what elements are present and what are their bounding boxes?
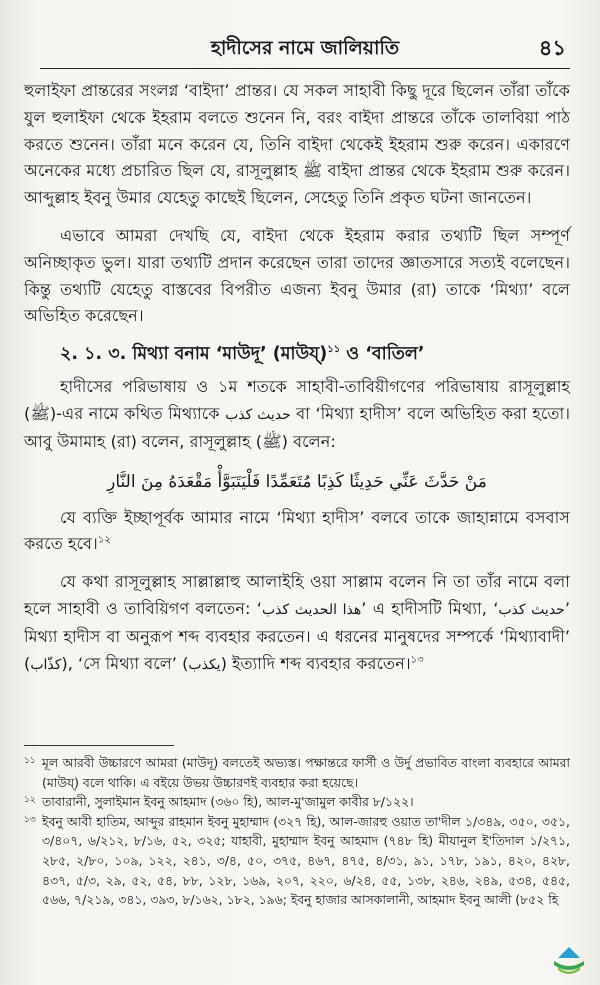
body-text [24,78,570,689]
footnote-text: ইবনু আবী হাতিম, আব্দুর রাহমান ইবনু মুহাম্মাদ (৩২৭ হি), আল-জারহু ওয়াত তা'দীল ১/৩৪৯, ৩৫০, ৩৫১, ৩/৪০৭, ৬/২১২, ৮/১৬, ৫২, ৩২৫; যাহাবী, মুহাম্মাদ ইবনু আহমাদ (৭৪৮ হি) মীযানুল ই'তিদাল ১/২৭১, ২৮৫, ২/৮০, ১০৯, ১২২, ২৪১, ৩/৪, ৫০, ৩৭৫, ৪৬৭, ৪৭৫, ৪/৩১, ৯১, ১৭৮, ১৯১, ৪২০, ৪২৮, ৪৩৭, ৫/৩, ২৯, ৫২, ৫৪, ৮৮, ১২৮, ১৬৯, ২০৭, ২২০, ৬/২৪, ৫৫, ১৩৮, ২৪৬, ২৪৯, ৫৩৪, ৫৪৫, ৫৬৬, ৭/২১৯, ৩৪১, ৩৯৩, ৮/১৬২, ১৮২, ১৯৬; ইবনু হাজার আসকালানী, আহমাদ ইবনু আলী (৮৫২ হি [42,813,570,908]
publisher-logo-icon [550,945,588,977]
paragraph-5-part-b: ’ এ হাদীসটি মিথ্যা, ‘ [361,598,499,618]
paragraph-4-text: যে ব্যক্তি ইচ্ছাপূর্বক আমার নামে ‘মিথ্যা হাদীস’ বলবে তাকে জাহান্নামে বসবাস করতে হবে। [24,507,570,554]
paragraph-5 [24,569,570,678]
section-heading [60,341,570,367]
paragraph-5-part-d: ), ‘সে মিথ্যা বলে’ ( [61,653,189,673]
paragraph-3 [24,374,570,455]
footnotes [24,745,570,910]
arabic-inline-hadith-kadhib-2: حديث كذب [498,601,565,618]
footnote-text: মূল আরবী উচ্চারণে আমরা (মাউদূ) বলতেই অভ্যস্ত। পক্ষান্তরে ফার্সী ও উর্দু প্রভাবিত বাংলা ব্যবহারে আমরা (মাউয্) বলে থাকি। এ বইয়ে উভয় উচ্চারণই ব্যবহার করা হয়েছে। [42,755,570,790]
section-heading-tail: ও ‘বাতিল’ [340,344,425,365]
arabic-inline-hadith-kadhib: حديث كذب [225,406,291,423]
footnote-mark: ১৩ [24,814,36,825]
running-title: হাদীসের নামে জালিয়াতি [210,37,400,59]
footnote-divider [24,745,174,746]
footnote-mark: ১২ [24,795,36,806]
paragraph-3-end: বা ‘মিথ্যা হাদীস’ বলে অভিহিত করা হতো। আবু উমামাহ (রা) বলেন, রাসূলুল্লাহ (ﷺ) বলেন: [24,403,570,451]
paragraph-2: এভাবে আমরা দেখছি যে, বাইদা থেকে ইহরাম করার তথ্যটি ছিল সম্পূর্ণ অনিচ্ছাকৃত ভুল। যারা তথ্যটি প্রদান করেছেন তারা তাদের জ্ঞাতসারে সত্যই বলেছেন। কিন্তু তথ্যটি যেহেতু বাস্তবের বিপরীত এজন্য ইবনু উমার (রা) তাকে ‘মিথ্যা’ বলে অভিহিত করেছেন। [24,225,570,326]
footnote-11 [24,753,570,792]
page-number: ৪১ [538,36,566,60]
running-header [40,30,570,69]
footnote-13 [24,812,570,910]
footnote-ref-11: ১১ [327,344,341,356]
footnote-12 [24,792,570,812]
footnote-mark: ১১ [24,756,36,766]
paragraph-5-part-c: ’ মিথ্যা হাদীস বা অনুরূপ শব্দ ব্যবহার করতেন। এ ধরনের মানুষদের সম্পর্কে ‘মিথ্যাবাদী’ ( [24,598,570,673]
arabic-hadith-quote: مَنْ حَدَّثَ عَنِّي حَدِيثًا كَذِبًا مُتَعَمِّدًا فَلْيَتَبَوَّأْ مَقْعَدَهُ مِنَ النَّارِ [107,471,487,492]
footnote-text: তাবারানী, সুলাইমান ইবনু আহমাদ (৩৬০ হি), আল-মু'জামুল কাবীর ৮/১২২। [42,794,414,810]
section-heading-text: ২. ১. ৩. মিথ্যা বনাম ‘মাউদূ’ (মাউয্) [60,344,328,365]
footnote-ref-13: ১৩ [410,654,424,666]
paragraph-5-part-e: ) ইত্যাদি শব্দ ব্যবহার করতেন। [220,653,411,673]
footnote-ref-12: ১২ [97,534,111,546]
paragraph-4 [24,505,570,559]
paragraph-3-start: হাদীসের পরিভাষায় ও ১ম শতকে সাহাবী-তাবিয়ীগণের পরিভাষায় রাসূলুল্লাহ (ﷺ)-এর নামে কথিত মিথ্যাকে [24,377,570,423]
arabic-inline-hadha-alhadith: هذا الحديث كذب [261,601,362,618]
arabic-inline-yakdhib: يكذب [188,656,221,673]
paragraph-5-part-a: যে কথা রাসূলুল্লাহ সাল্লাল্লাহু আলাইহি ওয়া সাল্লাম বলেন নি তা তাঁর নামে বলা হলে সাহাবী ও তাবিয়িগণ বলতেন: ‘ [24,572,570,618]
arabic-inline-kadhdhab: كذّاب [30,656,62,673]
paragraph-1: হুলাইফা প্রান্তরের সংলগ্ন ‘বাইদা’ প্রান্তর। যে সকল সাহাবী কিছু দূরে ছিলেন তাঁরা তাঁকে যুল হুলাইফা থেকে ইহরাম বলতে শুনেন নি, বরং বাইদা প্রান্তরে তাঁকে তালবিয়া পাঠ করতে শুনেন। তাঁরা মনে করেন যে, তিনি বাইদা থেকেই ইহরাম শুরু করেন। একারণে অনেকের মধ্যে প্রচারিত ছিল যে, রাসূলুল্লাহ ﷺ বাইদা প্রান্তর থেকে ইহরাম শুরু করেন। আব্দুল্লাহ ইবনু উমার যেহেতু কাছেই ছিলেন, সেহেতু তিনি প্রকৃত ঘটনা জানতেন। [24,81,570,208]
